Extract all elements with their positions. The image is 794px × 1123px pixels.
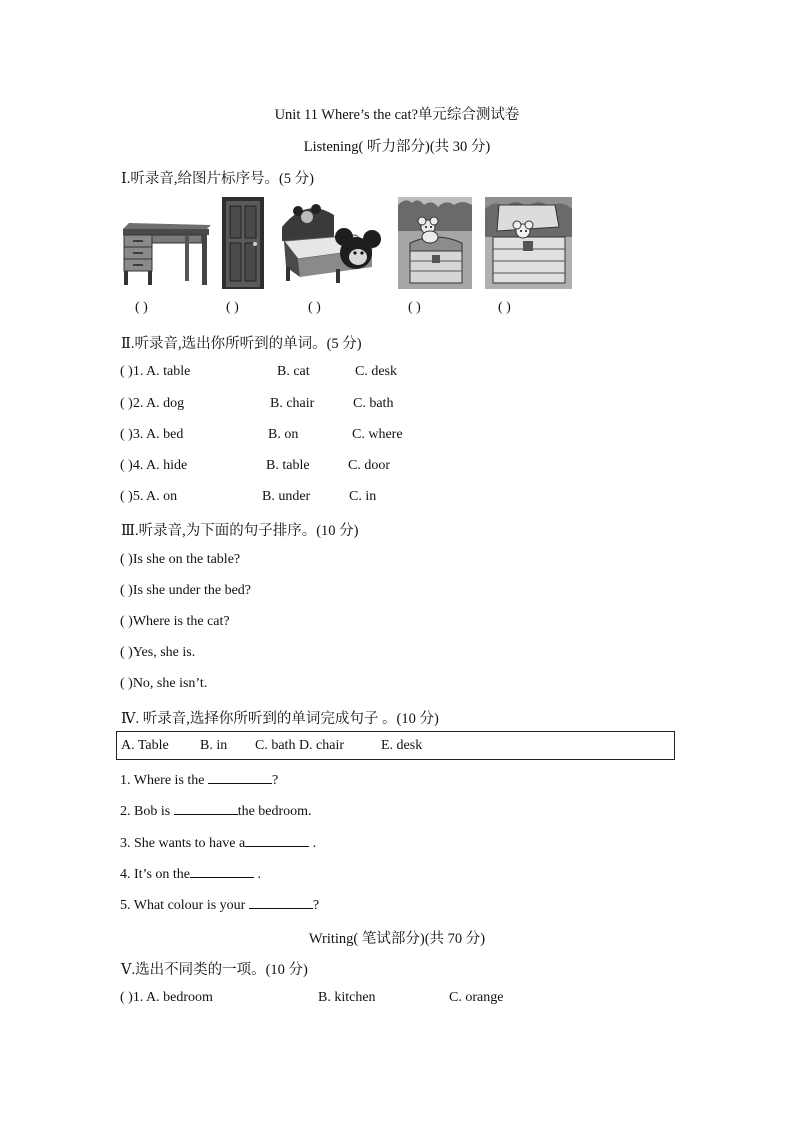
answer-slot-4[interactable]: ( ) — [408, 300, 421, 315]
list-item[interactable]: ( )Is she under the bed? — [120, 583, 252, 598]
fill-sentence — [120, 865, 261, 883]
section-5-heading: Ⅴ.选出不同类的一项。(10 分) — [121, 962, 308, 978]
question-stem[interactable]: ( )4. A. hide — [120, 458, 188, 473]
option-c: C. orange — [449, 990, 504, 1005]
list-item[interactable]: ( )Yes, she is. — [120, 645, 196, 660]
word-option: A. Table — [121, 738, 169, 753]
option-b: B. on — [268, 427, 299, 442]
section-1-heading: Ⅰ.听录音,给图片标序号。(5 分) — [121, 171, 315, 187]
sentence-text: 1. Where is the — [120, 773, 208, 788]
fill-sentence — [120, 834, 316, 852]
list-item[interactable]: ( )Where is the cat? — [120, 614, 230, 629]
option-b: B. kitchen — [318, 990, 376, 1005]
word-option: E. desk — [381, 738, 423, 753]
sentence-text: the bedroom. — [237, 804, 312, 819]
list-item[interactable]: ( )Is she on the table? — [120, 552, 241, 567]
word-option: B. in — [200, 738, 228, 753]
desk-picture — [121, 197, 213, 289]
option-c: C. door — [348, 458, 390, 473]
question-stem[interactable]: ( )2. A. dog — [120, 396, 185, 411]
sentence-text: 3. She wants to have a — [120, 836, 246, 851]
answer-blank[interactable] — [174, 802, 238, 815]
mouse-in-small-chest-picture — [398, 197, 472, 289]
answer-slot-5[interactable]: ( ) — [498, 300, 511, 315]
answer-blank[interactable] — [190, 865, 254, 878]
question-stem[interactable]: ( )1. A. bedroom — [120, 990, 213, 1005]
question-stem[interactable]: ( )1. A. table — [120, 364, 191, 379]
option-b: B. under — [262, 489, 311, 504]
sentence-text: 2. Bob is — [120, 804, 174, 819]
door-picture — [222, 197, 264, 289]
section-3-heading: Ⅲ.听录音,为下面的句子排序。(10 分) — [121, 523, 359, 539]
answer-blank[interactable] — [208, 771, 272, 784]
section-4-heading: Ⅳ. 听录音,选择你所听到的单词完成句子 。(10 分) — [121, 711, 439, 727]
option-b: B. cat — [277, 364, 310, 379]
bed-picture — [276, 197, 386, 289]
fill-sentence — [120, 802, 312, 820]
writing-part-title: Writing( 笔试部分)(共 70 分) — [308, 931, 486, 947]
answer-blank[interactable] — [249, 896, 313, 909]
fill-sentence — [120, 771, 278, 789]
answer-slot-3[interactable]: ( ) — [308, 300, 321, 315]
sentence-text: . — [309, 836, 317, 851]
listening-part-title: Listening( 听力部分)(共 30 分) — [303, 139, 491, 155]
answer-slot-2[interactable]: ( ) — [226, 300, 239, 315]
mouse-in-big-chest-picture — [485, 197, 572, 289]
option-b: B. chair — [270, 396, 315, 411]
option-c: C. in — [349, 489, 377, 504]
sentence-text: 5. What colour is your — [120, 898, 249, 913]
page-title: Unit 11 Where’s the cat?单元综合测试卷 — [274, 107, 520, 123]
option-c: C. bath — [353, 396, 394, 411]
sentence-text: . — [254, 867, 261, 882]
option-c: C. where — [352, 427, 403, 442]
list-item[interactable]: ( )No, she isn’t. — [120, 676, 208, 691]
option-b: B. table — [266, 458, 310, 473]
word-bank-box — [116, 731, 675, 760]
question-stem[interactable]: ( )5. A. on — [120, 489, 178, 504]
question-stem[interactable]: ( )3. A. bed — [120, 427, 184, 442]
sentence-text: ? — [272, 773, 279, 788]
option-c: C. desk — [355, 364, 397, 379]
answer-slot-1[interactable]: ( ) — [135, 300, 148, 315]
section-2-heading: Ⅱ.听录音,选出你所听到的单词。(5 分) — [121, 336, 362, 352]
word-option: C. bath D. chair — [255, 738, 345, 753]
sentence-text: 4. It’s on the — [120, 867, 190, 882]
answer-blank[interactable] — [245, 834, 309, 847]
sentence-text: ? — [312, 898, 320, 913]
fill-sentence — [120, 896, 319, 914]
